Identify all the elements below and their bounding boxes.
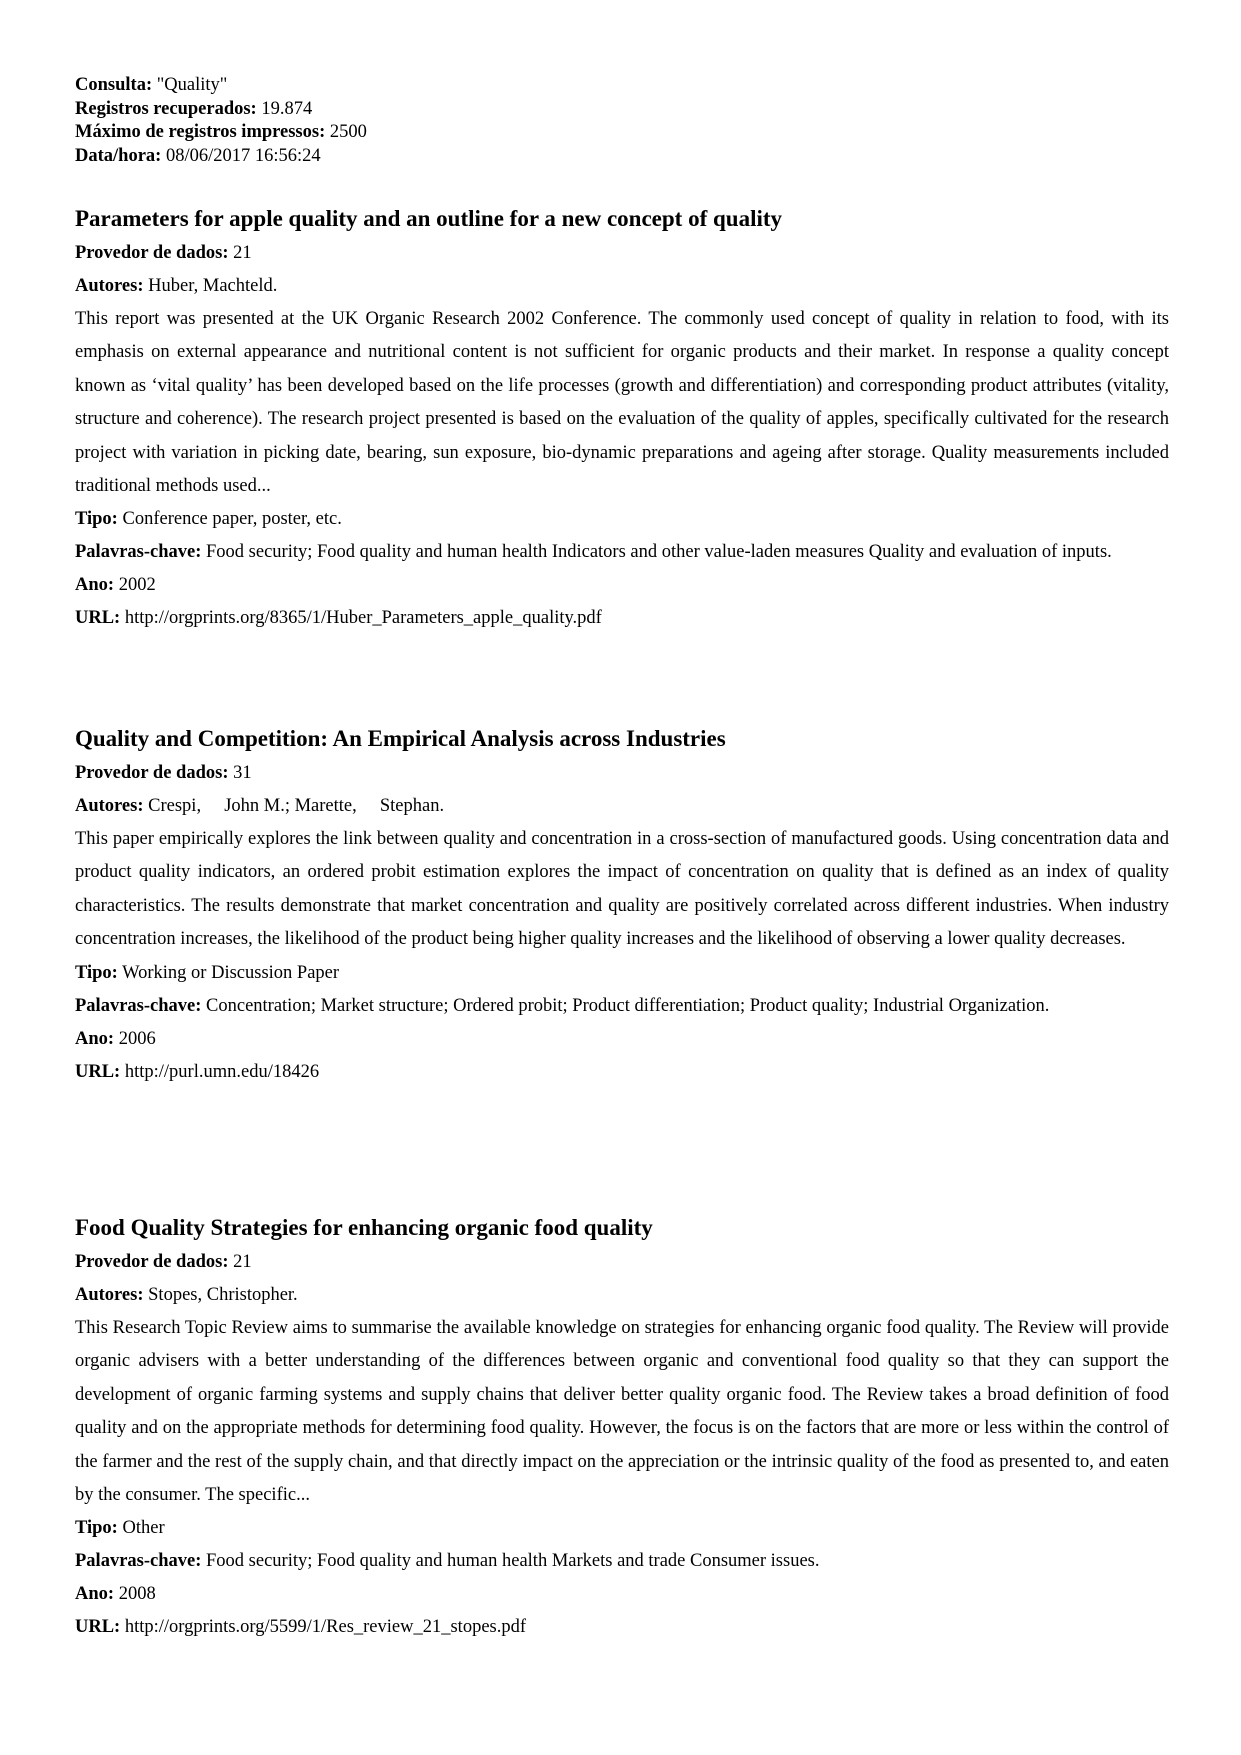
authors-field	[75, 1279, 1169, 1312]
authors-field	[75, 270, 1169, 303]
year-value: 2006	[118, 1028, 156, 1049]
authors-label: Autores:	[75, 796, 144, 816]
url-value[interactable]: http://orgprints.org/8365/1/Huber_Parameters_apple_quality.pdf	[124, 608, 602, 629]
type-label: Tipo:	[75, 509, 118, 530]
data-provider-label: Provedor de dados:	[75, 763, 229, 783]
record-title: Food Quality Strategies for enhancing organic food quality	[75, 1215, 653, 1240]
type-value: Conference paper, poster, etc.	[122, 509, 342, 530]
url-value[interactable]: http://orgprints.org/5599/1/Res_review_21_stopes.pdf	[124, 1617, 527, 1638]
datetime-label: Data/hora:	[75, 145, 162, 166]
authors-value: Huber, Machteld.	[148, 276, 278, 296]
records-retrieved-label: Registros recuperados:	[75, 98, 257, 119]
year-value: 2002	[118, 575, 156, 596]
record-entry	[75, 204, 1169, 635]
type-value: Other	[122, 1518, 165, 1539]
keywords-label: Palavras-chave:	[75, 542, 202, 563]
record-abstract: This report was presented at the UK Organic Research 2002 Conference. The commonly used concept of quality in relation to food, with its emphasis on external appearance and nutritional content is not sufficient for organic products and their market. In response a quality concept known as ‘vital quality’ has been developed based on the life processes (growth and differentiation) and corresponding product attributes (vitality, structure and coherence). The research project presented is based on the evaluation of the quality of apples, specifically cultivated for the research project with variation in picking date, bearing, sun exposure, bio-dynamic preparations and ageing after storage. Quality measurements included traditional methods used...	[75, 309, 1169, 497]
keywords-field	[75, 536, 1169, 569]
records-retrieved-line	[75, 98, 1169, 122]
year-field	[75, 1023, 1169, 1056]
type-label: Tipo:	[75, 962, 118, 983]
data-provider-field	[75, 757, 1169, 790]
max-printed-value: 2500	[329, 122, 367, 142]
max-printed-label: Máximo de registros impressos:	[75, 122, 326, 142]
authors-field	[75, 790, 1169, 823]
datetime-value: 08/06/2017 16:56:24	[165, 145, 321, 166]
record-entry	[75, 1213, 1169, 1644]
data-provider-value: 21	[233, 1252, 252, 1272]
type-value: Working or Discussion Paper	[122, 962, 340, 983]
max-printed-line	[75, 121, 1169, 145]
keywords-value: Food security; Food quality and human health Indicators and other value-laden measures Quality and evaluation of inputs.	[206, 542, 1112, 563]
url-label: URL:	[75, 608, 121, 629]
keywords-label: Palavras-chave:	[75, 1551, 202, 1572]
data-provider-field	[75, 1246, 1169, 1279]
record-abstract: This paper empirically explores the link between quality and concentration in a cross-section of manufactured goods. Using concentration data and product quality indicators, an ordered probit estimation explores the impact of concentration on quality that is defined as an index of quality characteristics. The results demonstrate that market concentration and quality are positively correlated across different industries. When industry concentration increases, the likelihood of the product being higher quality increases and the likelihood of observing a lower quality decreases.	[75, 829, 1169, 950]
data-provider-label: Provedor de dados:	[75, 243, 229, 263]
url-label: URL:	[75, 1617, 121, 1638]
keywords-value: Concentration; Market structure; Ordered probit; Product differentiation; Product quality; Industrial Organization.	[206, 995, 1050, 1016]
datetime-line	[75, 145, 1169, 169]
keywords-field	[75, 990, 1169, 1023]
url-value[interactable]: http://purl.umn.edu/18426	[124, 1061, 320, 1082]
year-label: Ano:	[75, 1028, 115, 1049]
record-title: Parameters for apple quality and an outline for a new concept of quality	[75, 206, 783, 231]
record-title: Quality and Competition: An Empirical Analysis across Industries	[75, 726, 726, 751]
url-label: URL:	[75, 1061, 121, 1082]
year-field	[75, 1578, 1169, 1611]
url-field	[75, 1611, 1169, 1644]
keywords-field	[75, 1545, 1169, 1578]
document-page	[75, 74, 1169, 1638]
url-field	[75, 602, 1169, 635]
query-label: Consulta:	[75, 75, 153, 95]
query-value: "Quality"	[156, 75, 228, 95]
type-field	[75, 957, 1169, 990]
authors-value: Crespi, John M.; Marette, Stephan.	[148, 796, 445, 816]
records-retrieved-value: 19.874	[261, 98, 313, 119]
type-field	[75, 1512, 1169, 1545]
year-value: 2008	[118, 1584, 156, 1605]
url-field	[75, 1056, 1169, 1089]
query-header	[75, 74, 1169, 168]
data-provider-value: 31	[233, 763, 252, 783]
year-field	[75, 569, 1169, 602]
authors-label: Autores:	[75, 1285, 144, 1305]
authors-label: Autores:	[75, 276, 144, 296]
keywords-value: Food security; Food quality and human health Markets and trade Consumer issues.	[206, 1551, 820, 1572]
query-line	[75, 74, 1169, 98]
type-field	[75, 503, 1169, 536]
type-label: Tipo:	[75, 1518, 118, 1539]
keywords-label: Palavras-chave:	[75, 995, 202, 1016]
data-provider-label: Provedor de dados:	[75, 1252, 229, 1272]
year-label: Ano:	[75, 1584, 115, 1605]
record-entry	[75, 724, 1169, 1089]
record-abstract: This Research Topic Review aims to summarise the available knowledge on strategies for enhancing organic food quality. The Review will provide organic advisers with a better understanding of the differences between organic and conventional food quality so that they can support the development of organic farming systems and supply chains that deliver better quality organic food. The Review takes a broad definition of food quality and on the appropriate methods for determining food quality. However, the focus is on the factors that are more or less within the control of the farmer and the rest of the supply chain, and that directly impact on the appreciation or the intrinsic quality of the food as presented to, and eaten by the consumer. The specific...	[75, 1318, 1169, 1506]
authors-value: Stopes, Christopher.	[148, 1285, 298, 1305]
year-label: Ano:	[75, 575, 115, 596]
data-provider-field	[75, 237, 1169, 270]
data-provider-value: 21	[233, 243, 252, 263]
